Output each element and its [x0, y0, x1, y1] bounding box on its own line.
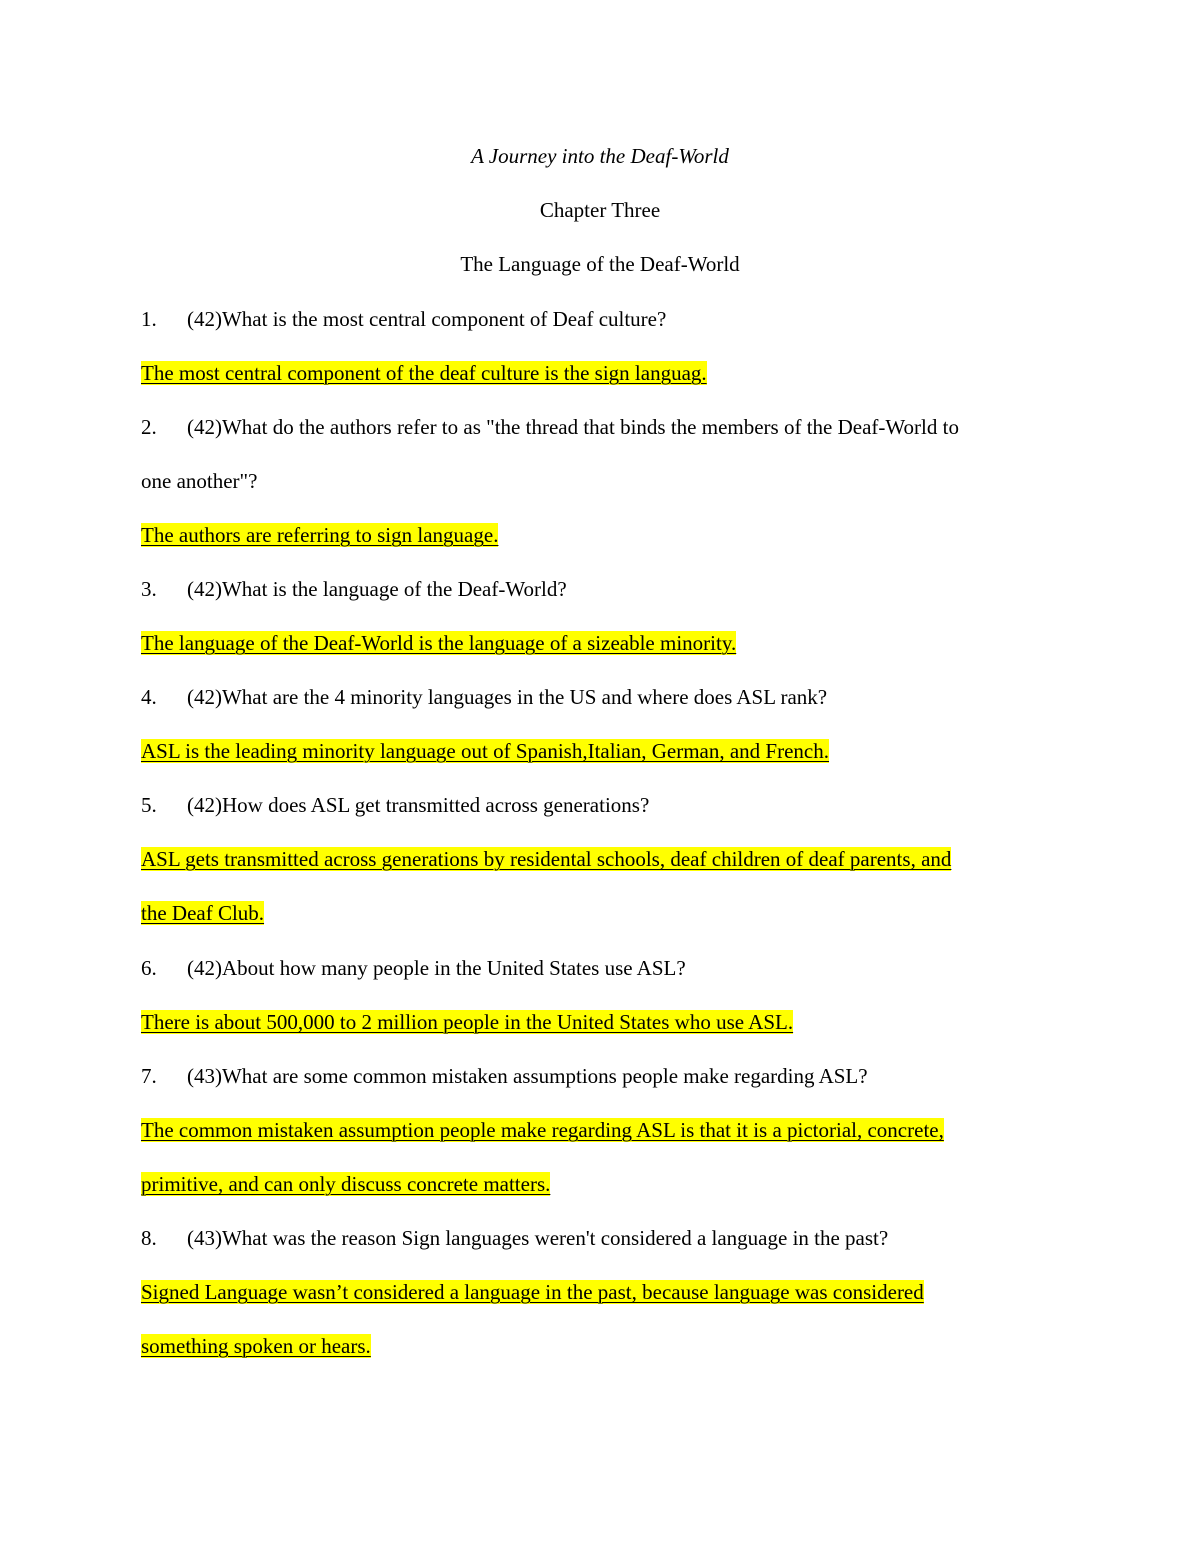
question-number: 1.	[141, 307, 157, 331]
question-number: 3.	[141, 577, 157, 601]
question-number: 4.	[141, 685, 157, 709]
answer-text: The common mistaken assumption people make regarding ASL is that it is a pictorial, concrete,	[141, 1118, 944, 1142]
answer-text: Signed Language wasn’t considered a language in the past, because language was considered	[141, 1280, 924, 1304]
question-number: 7.	[141, 1064, 157, 1088]
question-7	[141, 1063, 868, 1089]
answer-7	[141, 1117, 944, 1143]
answer-6	[141, 1009, 793, 1035]
question-1	[141, 306, 666, 332]
question-text: (42)What is the most central component of Deaf culture?	[187, 307, 667, 331]
answer-5-continuation	[141, 900, 264, 926]
answer-text: ASL gets transmitted across generations by residental schools, deaf children of deaf parents, and	[141, 847, 952, 871]
answer-2	[141, 522, 498, 548]
question-text: (43)What was the reason Sign languages weren't considered a language in the past?	[187, 1226, 889, 1250]
question-8	[141, 1225, 888, 1251]
chapter-heading: Chapter Three	[539, 198, 661, 222]
answer-text: primitive, and can only discuss concrete matters.	[141, 1172, 551, 1196]
question-text: (43)What are some common mistaken assumptions people make regarding ASL?	[187, 1064, 868, 1088]
answer-text: There is about 500,000 to 2 million people in the United States who use ASL.	[141, 1010, 794, 1034]
question-text: one another"?	[141, 469, 258, 493]
answer-1	[141, 360, 707, 386]
answer-8-continuation	[141, 1333, 371, 1359]
question-6	[141, 955, 686, 981]
question-number: 2.	[141, 415, 157, 439]
question-text: (42)What is the language of the Deaf-World?	[187, 577, 567, 601]
question-number: 8.	[141, 1226, 157, 1250]
answer-7-continuation	[141, 1171, 550, 1197]
question-5	[141, 792, 649, 818]
answer-text: The authors are referring to sign language.	[141, 523, 499, 547]
question-text: (42)What are the 4 minority languages in the US and where does ASL rank?	[187, 685, 828, 709]
answer-text: ASL is the leading minority language out of Spanish,Italian, German, and French.	[141, 739, 829, 763]
question-2-continuation	[141, 468, 257, 494]
answer-5	[141, 846, 951, 872]
question-number: 6.	[141, 956, 157, 980]
document-title: A Journey into the Deaf-World	[471, 144, 729, 168]
chapter-subtitle: The Language of the Deaf-World	[460, 252, 740, 276]
question-2	[141, 414, 959, 440]
answer-8	[141, 1279, 924, 1305]
answer-text: the Deaf Club.	[141, 901, 265, 925]
answer-text: The most central component of the deaf culture is the sign languag.	[141, 361, 707, 385]
answer-text: The language of the Deaf-World is the language of a sizeable minority.	[141, 631, 737, 655]
question-3	[141, 576, 567, 602]
question-4	[141, 684, 827, 710]
question-text: (42)How does ASL get transmitted across generations?	[187, 793, 650, 817]
question-number: 5.	[141, 793, 157, 817]
answer-4	[141, 738, 829, 764]
question-text: (42)What do the authors refer to as "the thread that binds the members of the Deaf-World to	[187, 415, 959, 439]
answer-text: something spoken or hears.	[141, 1334, 371, 1358]
question-text: (42)About how many people in the United States use ASL?	[187, 956, 686, 980]
answer-3	[141, 630, 736, 656]
